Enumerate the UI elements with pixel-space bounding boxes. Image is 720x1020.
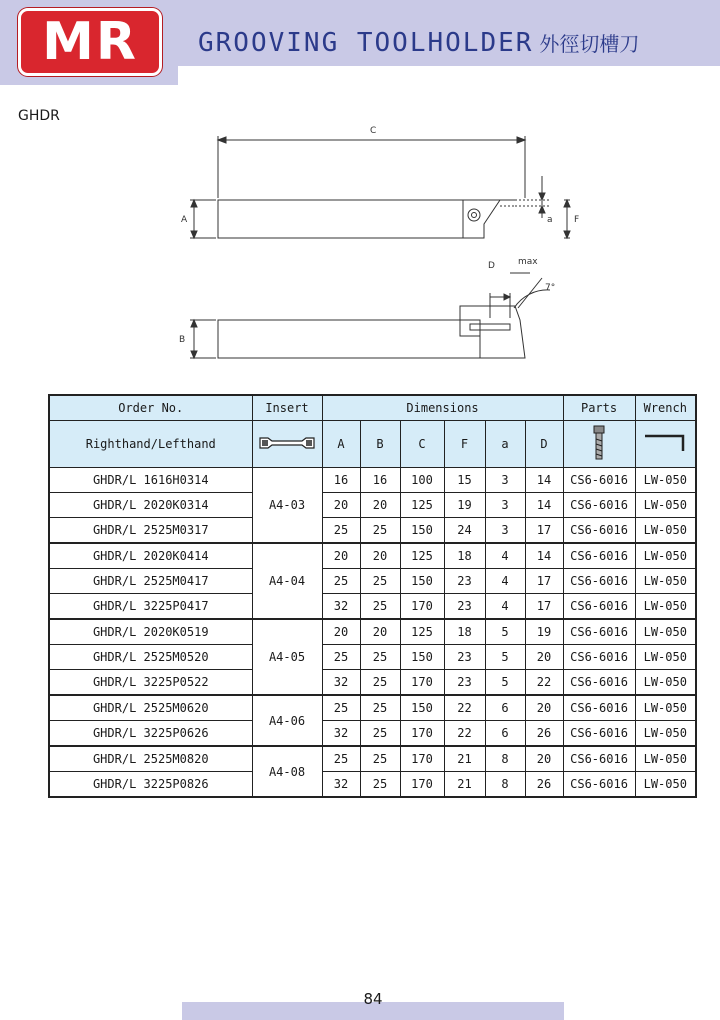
cell-parts: CS6-6016 bbox=[563, 493, 635, 518]
order-no-cell: GHDR/L 3225P0417 bbox=[49, 594, 252, 620]
cell-b: 16 bbox=[360, 468, 400, 493]
cell-wrench: LW-050 bbox=[635, 518, 696, 544]
cell-b: 20 bbox=[360, 543, 400, 569]
cell-parts: CS6-6016 bbox=[563, 468, 635, 493]
cell-b: 25 bbox=[360, 695, 400, 721]
cell-parts: CS6-6016 bbox=[563, 695, 635, 721]
cell-d: 14 bbox=[525, 493, 563, 518]
cell-a: 3 bbox=[485, 518, 525, 544]
cell-parts: CS6-6016 bbox=[563, 721, 635, 747]
cell-a: 25 bbox=[322, 518, 360, 544]
order-no-cell: GHDR/L 2525M0520 bbox=[49, 645, 252, 670]
th-parts: Parts bbox=[563, 395, 635, 421]
table-row bbox=[49, 569, 696, 594]
th-hand: Righthand/Lefthand bbox=[49, 421, 252, 468]
cell-c: 125 bbox=[400, 619, 444, 645]
table-row bbox=[49, 594, 696, 620]
cell-parts: CS6-6016 bbox=[563, 645, 635, 670]
cell-f: 18 bbox=[444, 543, 485, 569]
table-row bbox=[49, 619, 696, 645]
cell-a: 6 bbox=[485, 695, 525, 721]
title-english: GROOVING TOOLHOLDER bbox=[198, 28, 534, 58]
order-no-cell: GHDR/L 1616H0314 bbox=[49, 468, 252, 493]
th-dimensions: Dimensions bbox=[322, 395, 563, 421]
cell-d: 20 bbox=[525, 695, 563, 721]
cell-a: 32 bbox=[322, 772, 360, 798]
cell-f: 15 bbox=[444, 468, 485, 493]
hex-key-icon bbox=[643, 433, 687, 453]
th-dim-a: A bbox=[322, 421, 360, 468]
cell-f: 22 bbox=[444, 695, 485, 721]
model-label: GHDR bbox=[18, 108, 60, 124]
cell-f: 21 bbox=[444, 746, 485, 772]
cell-wrench: LW-050 bbox=[635, 746, 696, 772]
cell-a: 5 bbox=[485, 645, 525, 670]
th-dim-f: F bbox=[444, 421, 485, 468]
th-wrench: Wrench bbox=[635, 395, 696, 421]
order-no-cell: GHDR/L 2525M0417 bbox=[49, 569, 252, 594]
cell-b: 25 bbox=[360, 746, 400, 772]
insert-side bbox=[470, 324, 510, 330]
cell-d: 20 bbox=[525, 746, 563, 772]
cell-a: 25 bbox=[322, 569, 360, 594]
label-max: max bbox=[518, 257, 538, 267]
cell-parts: CS6-6016 bbox=[563, 594, 635, 620]
th-parts-image bbox=[563, 421, 635, 468]
cell-d: 26 bbox=[525, 721, 563, 747]
cell-f: 23 bbox=[444, 670, 485, 696]
insert-cell: A4-08 bbox=[252, 746, 322, 797]
cell-d: 17 bbox=[525, 518, 563, 544]
th-dim-d: D bbox=[525, 421, 563, 468]
cell-d: 17 bbox=[525, 569, 563, 594]
header-notch bbox=[178, 66, 720, 85]
th-insert: Insert bbox=[252, 395, 322, 421]
cell-a: 5 bbox=[485, 670, 525, 696]
label-d: D bbox=[488, 261, 495, 271]
cell-a: 6 bbox=[485, 721, 525, 747]
table-row bbox=[49, 695, 696, 721]
toolholder-body-side bbox=[218, 320, 480, 358]
cell-a: 32 bbox=[322, 721, 360, 747]
th-order-no: Order No. bbox=[49, 395, 252, 421]
table-row bbox=[49, 493, 696, 518]
cell-c: 100 bbox=[400, 468, 444, 493]
cell-c: 170 bbox=[400, 772, 444, 798]
spec-table bbox=[48, 394, 697, 798]
order-no-cell: GHDR/L 2020K0414 bbox=[49, 543, 252, 569]
cell-parts: CS6-6016 bbox=[563, 772, 635, 798]
toolholder-head-side bbox=[460, 306, 525, 358]
cell-wrench: LW-050 bbox=[635, 645, 696, 670]
th-insert-image bbox=[252, 421, 322, 468]
th-dim-c: C bbox=[400, 421, 444, 468]
cell-a: 16 bbox=[322, 468, 360, 493]
cell-wrench: LW-050 bbox=[635, 543, 696, 569]
cell-c: 150 bbox=[400, 518, 444, 544]
cell-b: 25 bbox=[360, 594, 400, 620]
page-number: 84 bbox=[363, 990, 383, 1008]
toolholder-head-top bbox=[463, 200, 500, 238]
cell-f: 18 bbox=[444, 619, 485, 645]
order-no-cell: GHDR/L 3225P0626 bbox=[49, 721, 252, 747]
order-no-cell: GHDR/L 3225P0826 bbox=[49, 772, 252, 798]
cell-a: 4 bbox=[485, 594, 525, 620]
table-row bbox=[49, 721, 696, 747]
screw-icon bbox=[592, 425, 606, 461]
cell-wrench: LW-050 bbox=[635, 721, 696, 747]
brand-logo bbox=[18, 8, 162, 76]
cell-a: 8 bbox=[485, 746, 525, 772]
cell-a: 20 bbox=[322, 543, 360, 569]
cell-wrench: LW-050 bbox=[635, 619, 696, 645]
order-no-cell: GHDR/L 2525M0317 bbox=[49, 518, 252, 544]
cell-a: 20 bbox=[322, 619, 360, 645]
technical-drawing bbox=[170, 118, 590, 368]
cell-wrench: LW-050 bbox=[635, 670, 696, 696]
cell-c: 170 bbox=[400, 746, 444, 772]
insert-cell: A4-06 bbox=[252, 695, 322, 746]
cell-d: 20 bbox=[525, 645, 563, 670]
order-no-cell: GHDR/L 2525M0620 bbox=[49, 695, 252, 721]
cell-a: 20 bbox=[322, 493, 360, 518]
table-row bbox=[49, 543, 696, 569]
cell-wrench: LW-050 bbox=[635, 695, 696, 721]
cell-a: 5 bbox=[485, 619, 525, 645]
table-row bbox=[49, 746, 696, 772]
cell-f: 23 bbox=[444, 645, 485, 670]
label-f: F bbox=[574, 215, 580, 225]
logo-text: MR bbox=[42, 12, 138, 72]
cell-wrench: LW-050 bbox=[635, 772, 696, 798]
cell-b: 20 bbox=[360, 493, 400, 518]
label-a-upper: A bbox=[181, 215, 188, 225]
cell-parts: CS6-6016 bbox=[563, 543, 635, 569]
order-no-cell: GHDR/L 3225P0522 bbox=[49, 670, 252, 696]
cell-wrench: LW-050 bbox=[635, 594, 696, 620]
label-angle: 7° bbox=[545, 283, 556, 293]
cell-b: 25 bbox=[360, 772, 400, 798]
cell-b: 20 bbox=[360, 619, 400, 645]
cell-a: 3 bbox=[485, 468, 525, 493]
cell-a: 3 bbox=[485, 493, 525, 518]
table-row bbox=[49, 468, 696, 493]
cell-f: 22 bbox=[444, 721, 485, 747]
cell-a: 25 bbox=[322, 746, 360, 772]
cell-a: 4 bbox=[485, 543, 525, 569]
cell-a: 32 bbox=[322, 594, 360, 620]
title-chinese: 外徑切槽刀 bbox=[539, 32, 640, 56]
table-row bbox=[49, 670, 696, 696]
cell-b: 25 bbox=[360, 721, 400, 747]
cell-a: 8 bbox=[485, 772, 525, 798]
table-row bbox=[49, 518, 696, 544]
table-row bbox=[49, 645, 696, 670]
table-row bbox=[49, 772, 696, 798]
insert-cell: A4-03 bbox=[252, 468, 322, 544]
cell-wrench: LW-050 bbox=[635, 468, 696, 493]
cell-d: 17 bbox=[525, 594, 563, 620]
insert-cell: A4-04 bbox=[252, 543, 322, 619]
insert-cell: A4-05 bbox=[252, 619, 322, 695]
order-no-cell: GHDR/L 2020K0314 bbox=[49, 493, 252, 518]
cell-f: 21 bbox=[444, 772, 485, 798]
cell-b: 25 bbox=[360, 569, 400, 594]
label-c: C bbox=[370, 126, 377, 136]
cell-c: 170 bbox=[400, 594, 444, 620]
cell-a: 32 bbox=[322, 670, 360, 696]
cell-b: 25 bbox=[360, 670, 400, 696]
cell-c: 125 bbox=[400, 493, 444, 518]
cell-c: 125 bbox=[400, 543, 444, 569]
cell-c: 150 bbox=[400, 695, 444, 721]
clamp-screw-icon bbox=[468, 209, 480, 221]
cell-parts: CS6-6016 bbox=[563, 619, 635, 645]
cell-f: 19 bbox=[444, 493, 485, 518]
cell-c: 170 bbox=[400, 670, 444, 696]
toolholder-body-top bbox=[218, 200, 463, 238]
label-b: B bbox=[179, 335, 186, 345]
cell-d: 14 bbox=[525, 468, 563, 493]
cell-parts: CS6-6016 bbox=[563, 518, 635, 544]
cell-a: 25 bbox=[322, 645, 360, 670]
cell-wrench: LW-050 bbox=[635, 493, 696, 518]
cell-d: 26 bbox=[525, 772, 563, 798]
cell-wrench: LW-050 bbox=[635, 569, 696, 594]
cell-parts: CS6-6016 bbox=[563, 569, 635, 594]
cell-a: 4 bbox=[485, 569, 525, 594]
cell-parts: CS6-6016 bbox=[563, 746, 635, 772]
cell-b: 25 bbox=[360, 645, 400, 670]
th-dim-b: B bbox=[360, 421, 400, 468]
cell-f: 23 bbox=[444, 594, 485, 620]
th-dim-a-small: a bbox=[485, 421, 525, 468]
cell-c: 150 bbox=[400, 645, 444, 670]
order-no-cell: GHDR/L 2525M0820 bbox=[49, 746, 252, 772]
order-no-cell: GHDR/L 2020K0519 bbox=[49, 619, 252, 645]
cell-d: 14 bbox=[525, 543, 563, 569]
cell-a: 25 bbox=[322, 695, 360, 721]
insert-icon bbox=[258, 435, 316, 451]
th-wrench-image bbox=[635, 421, 696, 468]
cell-c: 170 bbox=[400, 721, 444, 747]
page-title bbox=[198, 28, 639, 58]
cell-d: 22 bbox=[525, 670, 563, 696]
label-a-lower: a bbox=[547, 215, 553, 225]
cell-parts: CS6-6016 bbox=[563, 670, 635, 696]
cell-f: 23 bbox=[444, 569, 485, 594]
cell-f: 24 bbox=[444, 518, 485, 544]
cell-c: 150 bbox=[400, 569, 444, 594]
cell-d: 19 bbox=[525, 619, 563, 645]
cell-b: 25 bbox=[360, 518, 400, 544]
